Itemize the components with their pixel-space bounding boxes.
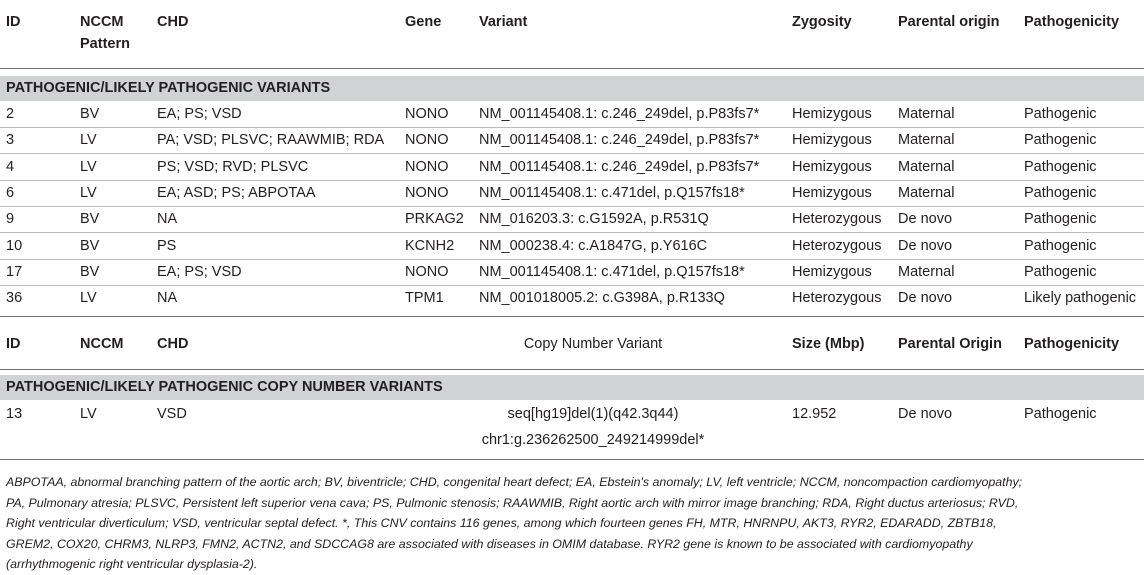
cell-variant: NM_001145408.1: c.246_249del, p.P83fs7*	[479, 106, 760, 122]
cell-zygosity: Hemizygous	[792, 106, 872, 122]
table2-section-title: PATHOGENIC/LIKELY PATHOGENIC COPY NUMBER VARIANTS	[6, 379, 443, 395]
header-parental-origin: Parental origin	[898, 14, 1000, 30]
cell-pathogenicity: Pathogenic	[1024, 106, 1097, 122]
cell-id: 3	[6, 132, 15, 148]
cell-chd: EA; PS; VSD	[157, 264, 242, 280]
cell-origin: Maternal	[898, 106, 955, 122]
cell-id: 4	[6, 159, 15, 175]
cell-variant: NM_000238.4: c.A1847G, p.Y616C	[479, 238, 708, 254]
cell-pathogenicity: Pathogenic	[1024, 159, 1097, 175]
header-id: ID	[6, 14, 21, 30]
cell-pathogenicity: Pathogenic	[1024, 211, 1097, 227]
cell-gene: KCNH2	[405, 238, 455, 254]
cell-zygosity: Hemizygous	[792, 132, 872, 148]
table2-header-rule	[0, 369, 1144, 370]
row-divider	[0, 259, 1144, 260]
cell-gene: NONO	[405, 132, 449, 148]
cell-variant: NM_001145408.1: c.246_249del, p.P83fs7*	[479, 132, 760, 148]
cell-origin: De novo	[898, 238, 953, 254]
header-pathogenicity: Pathogenicity	[1024, 14, 1120, 30]
cell-origin: De novo	[898, 211, 953, 227]
cell-nccm: BV	[80, 106, 100, 122]
header-gene: Gene	[405, 14, 442, 30]
cell-zygosity: Hemizygous	[792, 159, 872, 175]
table1-bottom-rule	[0, 316, 1144, 317]
header-variant: Variant	[479, 14, 528, 30]
cell-id: 17	[6, 264, 23, 280]
header-id: ID	[6, 336, 21, 352]
cell-origin: De novo	[898, 406, 953, 422]
cell-id: 10	[6, 238, 23, 254]
cell-origin: De novo	[898, 290, 953, 306]
cell-pathogenicity: Pathogenic	[1024, 264, 1097, 280]
cell-pathogenicity: Pathogenic	[1024, 406, 1097, 422]
cell-nccm: BV	[80, 264, 100, 280]
cell-id: 13	[6, 406, 23, 422]
cell-size: 12.952	[792, 406, 837, 422]
cell-gene: NONO	[405, 185, 449, 201]
cell-pathogenicity: Likely pathogenic	[1024, 290, 1137, 306]
cell-variant: NM_001145408.1: c.471del, p.Q157fs18*	[479, 264, 745, 280]
footnote-line: PA, Pulmonary atresia; PLSVC, Persistent left superior vena cava; PS, Pulmonic stenosis; RAAWMIB, Right aortic arch with mirror image branching; RDA, Right ductus arteriosus; RVD,	[6, 495, 1019, 510]
row-divider	[0, 127, 1144, 128]
cell-variant: NM_016203.3: c.G1592A, p.R531Q	[479, 211, 709, 227]
header-nccm: NCCM	[80, 14, 124, 30]
cell-id: 6	[6, 185, 15, 201]
cell-chd: NA	[157, 211, 178, 227]
cell-id: 36	[6, 290, 23, 306]
cell-nccm: BV	[80, 238, 100, 254]
table1-section-title: PATHOGENIC/LIKELY PATHOGENIC VARIANTS	[6, 80, 331, 96]
cell-nccm: LV	[80, 132, 97, 148]
table-footnote	[6, 472, 1140, 575]
cell-origin: Maternal	[898, 185, 955, 201]
cell-zygosity: Hemizygous	[792, 185, 872, 201]
cell-zygosity: Heterozygous	[792, 290, 882, 306]
row-divider	[0, 180, 1144, 181]
header-size: Size (Mbp)	[792, 336, 865, 352]
table1-header-rule	[0, 68, 1144, 69]
header-pathogenicity: Pathogenicity	[1024, 336, 1120, 352]
cell-gene: TPM1	[405, 290, 444, 306]
cell-gene: NONO	[405, 264, 449, 280]
cell-origin: Maternal	[898, 132, 955, 148]
cell-origin: Maternal	[898, 159, 955, 175]
cell-nccm: BV	[80, 211, 100, 227]
cell-id: 2	[6, 106, 15, 122]
header-parental-origin: Parental Origin	[898, 336, 1002, 352]
cell-chd: VSD	[157, 406, 187, 422]
table2-bottom-rule	[0, 459, 1144, 460]
footnote-line: Right ventricular diverticulum; VSD, ventricular septal defect. *, This CNV contains 116 genes, among which fourteen genes FH, MTR, HNRNPU, AKT3, RYR2, EDARADD, ZBTB18,	[6, 516, 997, 530]
header-chd: CHD	[157, 336, 189, 352]
header-chd: CHD	[157, 14, 189, 30]
cell-gene: NONO	[405, 106, 449, 122]
row-divider	[0, 285, 1144, 286]
cell-nccm: LV	[80, 290, 97, 306]
cell-chd: PA; VSD; PLSVC; RAAWMIB; RDA	[157, 132, 385, 148]
cell-variant: NM_001145408.1: c.246_249del, p.P83fs7*	[479, 159, 760, 175]
cell-cnv-coordinates: chr1:g.236262500_249214999del*	[481, 432, 705, 448]
cell-zygosity: Hemizygous	[792, 264, 872, 280]
footnote-line: GREM2, COX20, CHRM3, NLRP3, FMN2, ACTN2, and SDCCAG8 are associated with diseases in OMIM database. RYR2 gene is known to be associated with cardiomyopathy	[6, 536, 973, 551]
cell-gene: NONO	[405, 159, 449, 175]
row-divider	[0, 206, 1144, 207]
cell-variant: NM_001145408.1: c.471del, p.Q157fs18*	[479, 185, 745, 201]
row-divider	[0, 232, 1144, 233]
footnote-line: ABPOTAA, abnormal branching pattern of the aortic arch; BV, biventricle; CHD, congenital heart defect; EA, Ebstein's anomaly; LV, left ventricle; NCCM, noncompaction cardiomyopathy;	[6, 475, 1023, 489]
row-divider	[0, 153, 1144, 154]
cell-pathogenicity: Pathogenic	[1024, 132, 1097, 148]
cell-nccm: LV	[80, 159, 97, 175]
cell-cnv-notation: seq[hg19]del(1)(q42.3q44)	[507, 406, 679, 422]
header-zygosity: Zygosity	[792, 14, 852, 30]
footnote-line: (arrhythmogenic right ventricular dysplasia-2).	[6, 557, 258, 571]
cell-pathogenicity: Pathogenic	[1024, 238, 1097, 254]
cell-chd: EA; PS; VSD	[157, 106, 242, 122]
header-copy-number-variant: Copy Number Variant	[523, 336, 663, 352]
cell-zygosity: Heterozygous	[792, 238, 882, 254]
cell-nccm: LV	[80, 406, 97, 422]
cell-chd: NA	[157, 290, 178, 306]
cell-origin: Maternal	[898, 264, 955, 280]
table2-section-band	[0, 375, 1144, 400]
cell-chd: EA; ASD; PS; ABPOTAA	[157, 185, 316, 201]
header-nccm-pattern: Pattern	[80, 36, 130, 52]
cell-zygosity: Heterozygous	[792, 211, 882, 227]
cell-chd: PS; VSD; RVD; PLSVC	[157, 159, 309, 175]
table1-section-band	[0, 76, 1144, 101]
cell-variant: NM_001018005.2: c.G398A, p.R133Q	[479, 290, 725, 306]
cell-nccm: LV	[80, 185, 97, 201]
cell-pathogenicity: Pathogenic	[1024, 185, 1097, 201]
header-nccm: NCCM	[80, 336, 124, 352]
cell-id: 9	[6, 211, 15, 227]
cell-gene: PRKAG2	[405, 211, 464, 227]
cell-chd: PS	[157, 238, 177, 254]
